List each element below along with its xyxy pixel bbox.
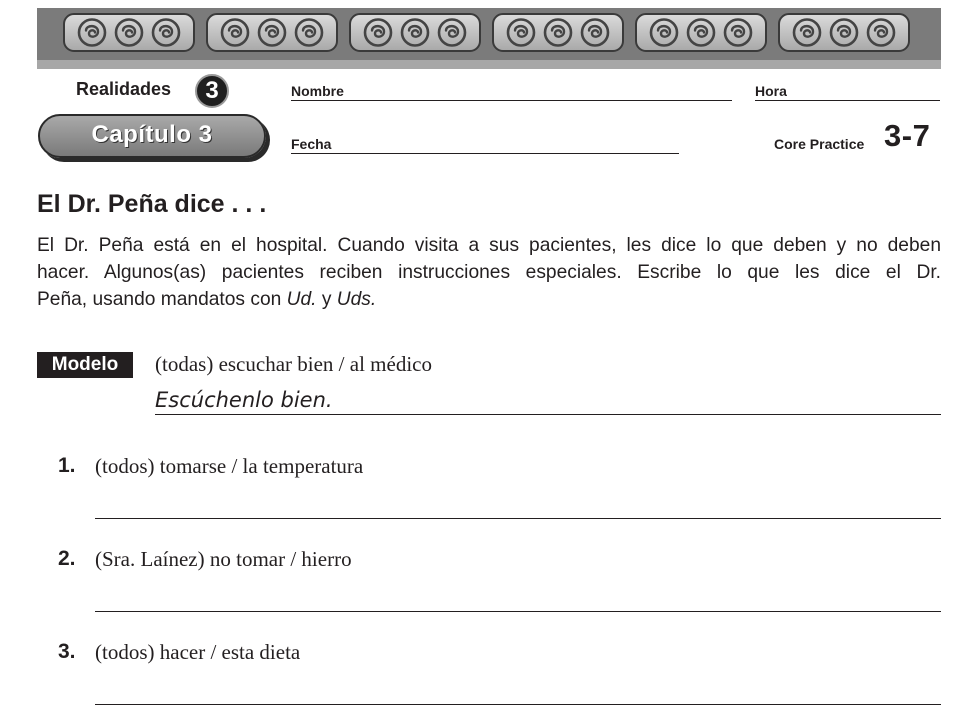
- item-answer-field[interactable]: [95, 518, 941, 519]
- chapter-badge: [38, 114, 266, 158]
- core-practice-label: Core Practice: [774, 136, 865, 152]
- date-field[interactable]: [291, 153, 679, 154]
- instructions-line: [37, 286, 941, 313]
- hour-field[interactable]: [755, 100, 940, 101]
- realidades-label: Realidades: [76, 79, 172, 99]
- level-number-badge: 3: [195, 74, 229, 108]
- instructions-text: Peña, usando mandatos con: [37, 289, 287, 310]
- modelo-answer: Escúchenlo bien.: [155, 388, 333, 412]
- item-answer-field[interactable]: [95, 704, 941, 705]
- item-number: 2.: [58, 547, 76, 570]
- modelo-tag: Modelo: [37, 352, 133, 378]
- name-field[interactable]: [291, 100, 732, 101]
- name-label: Nombre: [291, 83, 344, 99]
- modelo-answer-line: [155, 414, 941, 415]
- item-prompt: (Sra. Laínez) no tomar / hierro: [95, 547, 352, 571]
- item-answer-field[interactable]: [95, 611, 941, 612]
- instructions-ud: Ud.: [286, 289, 317, 310]
- item-prompt: (todos) tomarse / la temperatura: [95, 454, 364, 478]
- instructions: [37, 232, 941, 313]
- core-practice-number: 3-7: [884, 118, 931, 153]
- item-number: 1.: [58, 454, 76, 477]
- item-prompt: (todos) hacer / esta dieta: [95, 640, 301, 664]
- modelo-prompt: (todas) escuchar bien / al médico: [155, 352, 432, 376]
- date-label: Fecha: [291, 136, 332, 152]
- instructions-line: El Dr. Peña está en el hospital. Cuando visita a sus pacientes, les dice lo que deben y no deben: [37, 235, 941, 256]
- hour-label: Hora: [755, 83, 787, 99]
- instructions-line: hacer. Algunos(as) pacientes reciben instrucciones especiales. Escribe lo que les dice el Dr.: [37, 262, 941, 283]
- chapter-label: Capítulo 3: [91, 121, 213, 148]
- section-title: El Dr. Peña dice . . .: [37, 190, 267, 218]
- decorative-header-banner: [37, 8, 941, 69]
- instructions-and: y: [316, 289, 337, 310]
- item-number: 3.: [58, 640, 76, 663]
- instructions-uds: Uds.: [336, 289, 377, 310]
